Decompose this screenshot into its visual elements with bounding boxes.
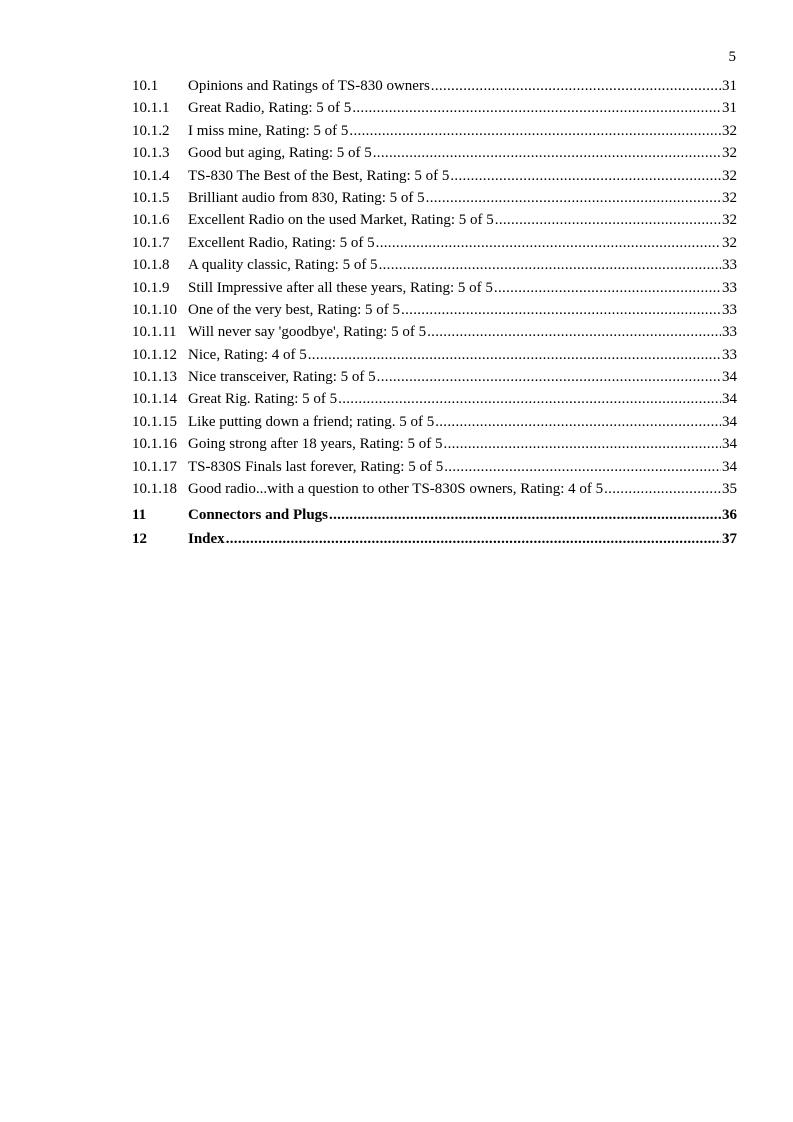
toc-entry-page: 34 (722, 413, 737, 430)
toc-chapter-number: 11 (132, 507, 147, 524)
toc-entry-number: 10.1.16 (132, 436, 177, 453)
toc-entry[interactable] (132, 232, 737, 254)
toc-entry[interactable] (132, 209, 737, 231)
toc-entry-page: 31 (722, 100, 737, 117)
toc-entry-page: 31 (722, 78, 737, 94)
toc-entry-title: Like putting down a friend; rating. 5 of 5 (188, 413, 435, 430)
table-of-contents (132, 75, 737, 551)
toc-entry-title: TS-830S Finals last forever, Rating: 5 of 5 (188, 458, 444, 475)
toc-dot-leader (338, 388, 721, 410)
toc-chapter-number: 12 (132, 531, 147, 548)
toc-chapter-entry[interactable] (132, 503, 737, 527)
toc-entry-page: 34 (722, 391, 737, 408)
toc-entry[interactable] (132, 120, 737, 142)
toc-entry-title: Great Radio, Rating: 5 of 5 (188, 100, 352, 117)
toc-entry[interactable] (132, 433, 737, 455)
toc-entry-page: 32 (722, 189, 737, 206)
toc-entry-number: 10.1.1 (132, 100, 170, 117)
toc-entry-page: 33 (722, 257, 737, 274)
toc-entry-number: 10.1.15 (132, 413, 177, 430)
toc-chapter-entry[interactable] (132, 527, 737, 551)
toc-dot-leader (377, 366, 721, 388)
toc-entry-title: Will never say 'goodbye', Rating: 5 of 5 (188, 324, 427, 341)
toc-entry-number: 10.1.17 (132, 458, 177, 475)
toc-entry-title: Nice transceiver, Rating: 5 of 5 (188, 369, 376, 386)
toc-entry[interactable] (132, 277, 737, 299)
toc-entry-page: 32 (722, 145, 737, 162)
toc-dot-leader (444, 456, 721, 478)
toc-entry-title: Going strong after 18 years, Rating: 5 of 5 (188, 436, 443, 453)
toc-entry-page: 33 (722, 346, 737, 363)
toc-entry-page: 34 (722, 458, 737, 475)
toc-entry[interactable] (132, 254, 737, 276)
toc-dot-leader (450, 165, 721, 187)
toc-dot-leader (379, 254, 721, 276)
toc-dot-leader (401, 299, 721, 321)
toc-dot-leader (427, 321, 721, 343)
toc-dot-leader (376, 232, 721, 254)
toc-dot-leader (349, 120, 721, 142)
toc-dot-leader (426, 187, 721, 209)
toc-entry[interactable] (132, 321, 737, 343)
toc-entry-title: Good radio...with a question to other TS-830S owners, Rating: 4 of 5 (188, 481, 604, 498)
toc-entry[interactable] (132, 366, 737, 388)
toc-chapter-page: 36 (722, 507, 737, 524)
toc-entry-page: 33 (722, 301, 737, 318)
toc-entry[interactable] (132, 165, 737, 187)
toc-entry-page: 32 (722, 167, 737, 184)
toc-entry-title: One of the very best, Rating: 5 of 5 (188, 301, 401, 318)
toc-entry-title: Excellent Radio on the used Market, Rating: 5 of 5 (188, 212, 494, 229)
toc-entry-page: 32 (722, 234, 737, 251)
toc-entry-title: Great Rig. Rating: 5 of 5 (188, 391, 338, 408)
toc-entry-number: 10.1.6 (132, 212, 170, 229)
toc-entry-number: 10.1.4 (132, 167, 170, 184)
toc-entry-title: Brilliant audio from 830, Rating: 5 of 5 (188, 189, 425, 206)
toc-entry[interactable] (132, 142, 737, 164)
toc-entry[interactable] (132, 299, 737, 321)
toc-entry[interactable] (132, 75, 737, 97)
toc-dot-leader (373, 142, 721, 164)
toc-entry[interactable] (132, 388, 737, 410)
toc-entry-number: 10.1.11 (132, 324, 177, 341)
toc-dot-leader (308, 344, 721, 366)
toc-entry-page: 35 (722, 481, 737, 498)
toc-entry-page: 33 (722, 324, 737, 341)
toc-entry[interactable] (132, 411, 737, 433)
toc-entry-title: A quality classic, Rating: 5 of 5 (188, 257, 378, 274)
toc-entry-number: 10.1.14 (132, 391, 177, 408)
toc-entry[interactable] (132, 478, 737, 500)
toc-entry-number: 10.1.8 (132, 257, 170, 274)
toc-chapter-title: Index (188, 531, 225, 548)
toc-entry-title: Excellent Radio, Rating: 5 of 5 (188, 234, 375, 251)
toc-entry-title: I miss mine, Rating: 5 of 5 (188, 122, 349, 139)
toc-dot-leader (329, 503, 721, 527)
page-number: 5 (728, 49, 736, 65)
toc-entry-number: 10.1.18 (132, 481, 177, 498)
toc-chapter-page: 37 (722, 531, 737, 548)
toc-entry-page: 34 (722, 436, 737, 453)
toc-entry-page: 33 (722, 279, 737, 296)
toc-dot-leader (444, 433, 721, 455)
toc-dot-leader (435, 411, 721, 433)
toc-entry-title: Good but aging, Rating: 5 of 5 (188, 145, 372, 162)
toc-dot-leader (604, 478, 721, 500)
toc-entry-number: 10.1.3 (132, 145, 170, 162)
toc-entry-page: 34 (722, 369, 737, 386)
toc-dot-leader (494, 277, 721, 299)
toc-entry[interactable] (132, 344, 737, 366)
toc-entry-number: 10.1.12 (132, 346, 177, 363)
toc-entry-title: TS-830 The Best of the Best, Rating: 5 of 5 (188, 167, 450, 184)
toc-dot-leader (226, 527, 721, 551)
toc-entry-number: 10.1 (132, 78, 159, 94)
toc-entry-number: 10.1.5 (132, 189, 170, 206)
toc-entry-number: 10.1.13 (132, 369, 177, 386)
toc-entry-title: Nice, Rating: 4 of 5 (188, 346, 307, 363)
toc-dot-leader (431, 75, 721, 97)
toc-entry-number: 10.1.2 (132, 122, 170, 139)
toc-entry[interactable] (132, 456, 737, 478)
toc-entry-number: 10.1.10 (132, 301, 177, 318)
toc-entry-page: 32 (722, 122, 737, 139)
toc-entry-number: 10.1.9 (132, 279, 170, 296)
toc-entry-number: 10.1.7 (132, 234, 170, 251)
toc-entry[interactable] (132, 187, 737, 209)
toc-dot-leader (495, 209, 721, 231)
toc-entry-page: 32 (722, 212, 737, 229)
toc-entry-title: Opinions and Ratings of TS-830 owners (188, 78, 430, 94)
toc-dot-leader (352, 97, 721, 119)
toc-chapter-title: Connectors and Plugs (188, 507, 329, 524)
toc-entry[interactable] (132, 97, 737, 119)
toc-entry-title: Still Impressive after all these years, Rating: 5 of 5 (188, 279, 493, 296)
